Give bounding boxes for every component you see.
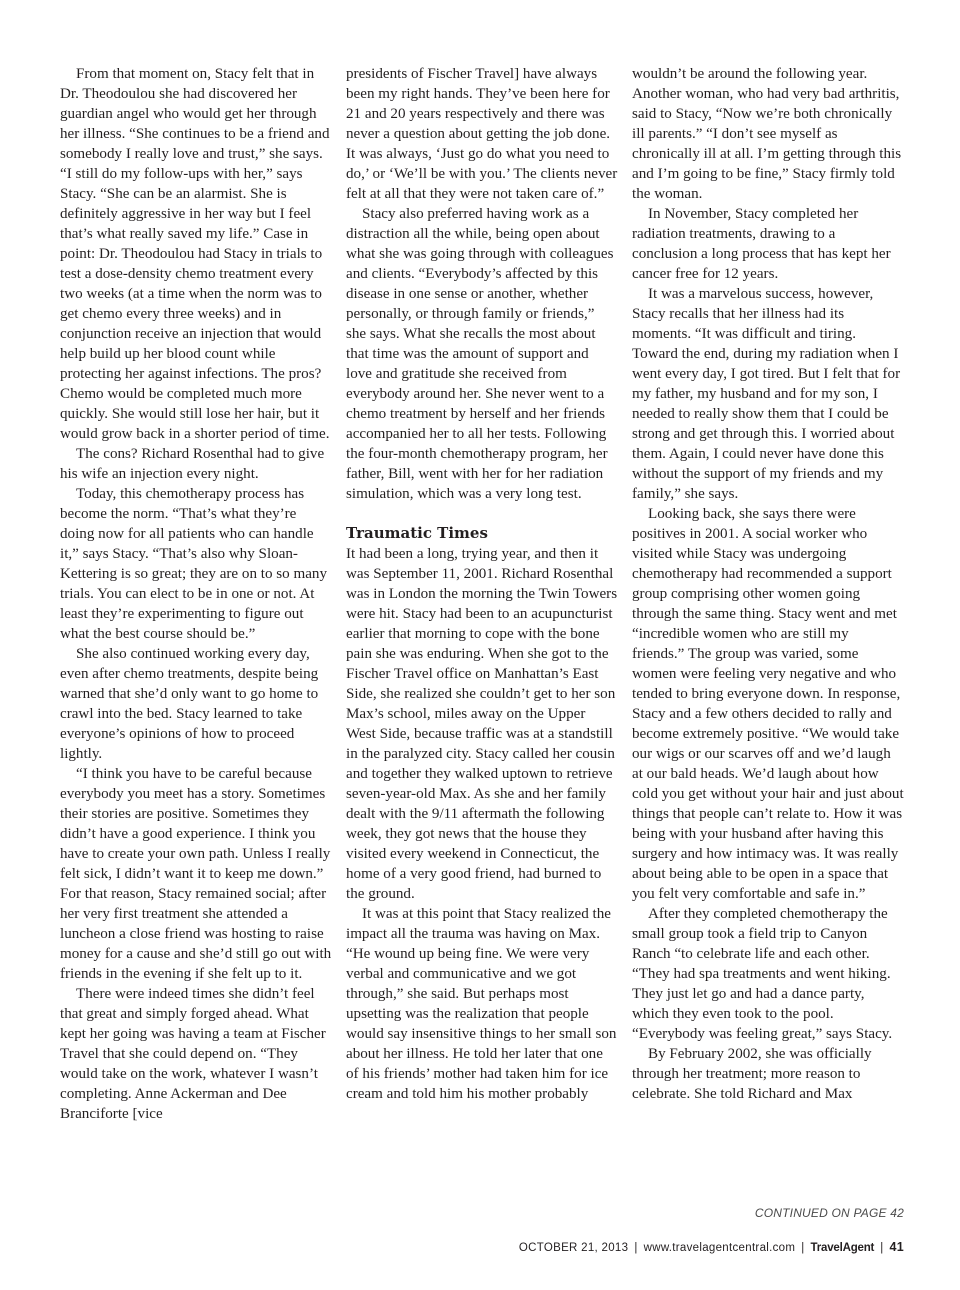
continued-notice: CONTINUED ON PAGE 42 (754, 1206, 904, 1220)
page-number: 41 (889, 1240, 904, 1254)
paragraph: There were indeed times she didn’t feel that great and simply forged ahead. What kept her going was having a team at Fischer Travel that she could depend on. “They would take on the work, whatever I wasn’t completing. Anne Ackerman and Dee Branciforte [vice (60, 986, 326, 1122)
page-footer (519, 1240, 904, 1254)
footer-separator: | (801, 1242, 805, 1254)
footer-separator: | (880, 1242, 884, 1254)
paragraph: She also continued working every day, even after chemo treatments, despite being warned that she’d only want to go home to crawl into the bed. Stacy learned to take everyone’s opinions of how to proceed lightly. (60, 646, 319, 762)
subhead: Traumatic Times (346, 524, 488, 542)
column-2-bottom (346, 544, 618, 1104)
paragraph: “I think you have to be careful because everybody you meet has a story. Sometimes their stories are positive. Sometimes they didn’t have a good experience. I think you have to create your own path. Unless I really felt sick, I didn’t want it to keep me down.” For that reason, Stacy remained social; after her very first treatment she attended a luncheon a close friend was hosting to raise money for a cause and she’d still go out with friends in the evening if she felt up to it. (60, 766, 332, 982)
paragraph: Looking back, she says there were positives in 2001. A social worker who visited while Stacy was undergoing chemotherapy had recommended a support group comprising other women going through the same thing. Stacy went and met “incredible women who are still my friends.” The group was varied, some women were feeling very negative and who tended to bring everyone down. In response, Stacy and a few others decided to rally and become extremely positive. “We would take our wigs or our scarves off and we’d laugh at our bald heads. We’d laugh about how cold you get without your hair and just about things that people can’t relate to. How it was being with your husband after having this surgery and how intimacy was. It was really about being able to be open in a space that you felt very comfortable and safe in.” (632, 506, 904, 902)
paragraph: From that moment on, Stacy felt that in Dr. Theodoulou she had discovered her guardian angel who would get her through her illness. “She continues to be a friend and somebody I really love and trust,” she says. “I still do my follow-ups with her,” says Stacy. “She can be an alarmist. She is definitely aggressive in her way but I feel that’s what really saved my life.” Case in point: Dr. Theodoulou had Stacy in trials to test a dose-density chemo treatment every two weeks (at a time when the norm was to get chemo every three weeks) and in conjunction receive an injection that would help build up her blood count while protecting her against infections. The pros? Chemo would be completed much more quickly. She would still lose her hair, but it would grow back in a shorter period of time. (60, 66, 330, 442)
footer-separator: | (634, 1242, 638, 1254)
paragraph: It was at this point that Stacy realized the impact all the trauma was having on Max. “He wound up being fine. We were very verbal and communicative and we got through,” she said. But perhaps most upsetting was the realization that people would say insensitive things to her small son about her illness. He told her later that one of his friends’ mother had taken him for ice cream and told him his mother probably (346, 906, 617, 1102)
paragraph: It was a marvelous success, however, Stacy recalls that her illness had its moments. “It was difficult and tiring. Toward the end, during my radiation when I went every day, I got tired. But I felt that for my father, my husband and for my son, I needed to really show them that I could be strong and get through this. I worried about them. Again, I could never have done this without the support of my friends and my family,” she says. (632, 286, 901, 502)
paragraph: After they completed chemotherapy the small group took a field trip to Canyon Ranch “to celebrate life and each other. “They had spa treatments and went hiking. They just let go and had a dance party, which they even took to the pool. “Everybody was feeling great,” says Stacy. (632, 906, 893, 1042)
paragraph: In November, Stacy completed her radiation treatments, drawing to a conclusion a long process that has kept her cancer free for 12 years. (632, 206, 891, 282)
paragraph: wouldn’t be around the following year. Another woman, who had very bad arthritis, said to Stacy, “Now we’re both chronically ill parents.” “I don’t see myself as chronically ill at all. I’m getting through this and I’m going to be fine,” Stacy firmly told the woman. (632, 66, 902, 202)
column-2 (346, 64, 618, 1104)
column-3 (632, 64, 904, 1104)
column-1 (60, 64, 332, 1124)
footer-brand: TravelAgent (810, 1242, 875, 1254)
column-2-top (346, 64, 618, 504)
paragraph: Today, this chemotherapy process has become the norm. “That’s what they’re doing now for all patients who can handle it,” says Stacy. “That’s also why Sloan-Kettering is so great; they are on to so many trials. You can elect to be in one or not. At least they’re experimenting to figure out what the best course should be.” (60, 486, 328, 642)
paragraph: Stacy also preferred having work as a distraction all the while, being open about what she was going through with colleagues and clients. “Everybody’s affected by this disease in one sense or another, whether personally, or through family or friends,” she says. What she recalls the most about that time was the amount of support and love and gratitude she received from everybody around her. She never went to a chemo treatment by herself and her friends accompanied her to all her tests. Following the four-month chemotherapy program, her father, Bill, went with her for her radiation simulation, which was a very long test. (346, 206, 614, 502)
paragraph: The cons? Richard Rosenthal had to give his wife an injection every night. (60, 446, 325, 482)
paragraph: It had been a long, trying year, and then it was September 11, 2001. Richard Rosenthal was in London the morning the Twin Towers were hit. Stacy had been to an acupuncturist earlier that morning to cope with the bone pain she was enduring. When she got to the Fischer Travel office on Manhattan’s East Side, she realized she couldn’t get to her son Max’s school, miles away on the Upper West Side, because traffic was at a standstill in the paralyzed city. Stacy called her cousin and together they walked uptown to retrieve seven-year-old Max. As she and her family dealt with the 9/11 aftermath the following week, they got news that the house they visited every weekend in Connecticut, the home of a very good friend, had burned to the ground. (346, 546, 618, 902)
footer-date: OCTOBER 21, 2013 (518, 1242, 629, 1254)
paragraph: presidents of Fischer Travel] have always been my right hands. They’ve been here for 21 and 20 years respectively and there was never a question about getting the job done. It was always, ‘Just go do what you need to do,’ or ‘We’ll be with you.’ The clients never felt at all that they were not taken care of.” (346, 66, 618, 202)
paragraph: By February 2002, she was officially through her treatment; more reason to celebrate. She told Richard and Max (632, 1046, 872, 1102)
footer-url[interactable]: www.travelagentcentral.com (643, 1242, 796, 1254)
